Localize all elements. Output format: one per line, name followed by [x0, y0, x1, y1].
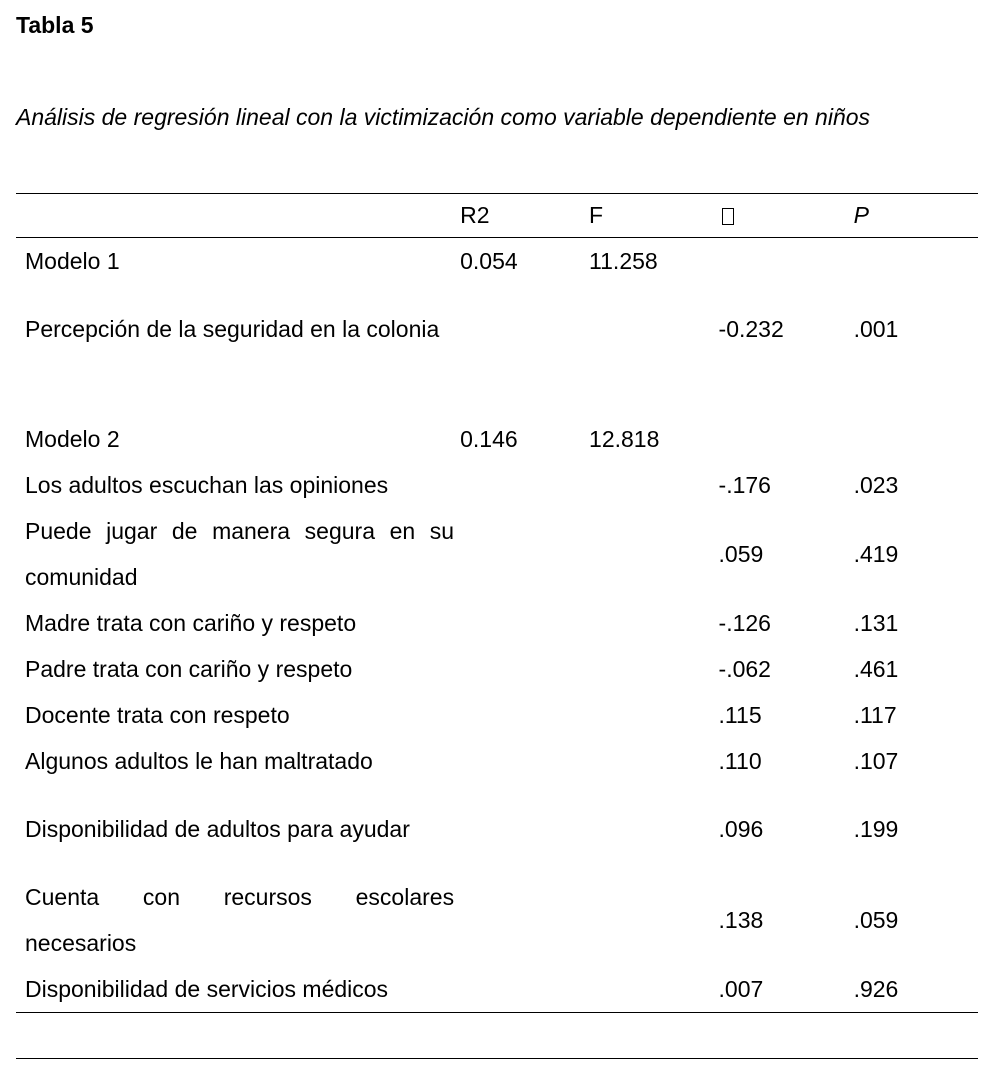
p-cell: .107 — [853, 748, 899, 774]
model1-label: Modelo 1 — [25, 248, 120, 274]
p-cell: .419 — [853, 541, 899, 567]
variable-cell: Puede jugar de manera segura en su comunidad — [25, 518, 455, 590]
model2-p-empty — [850, 416, 978, 462]
p-cell: .461 — [853, 656, 899, 682]
variable-cell: Percepción de la seguridad en la colonia — [25, 316, 440, 342]
model2-label: Modelo 2 — [25, 426, 120, 452]
empty-cell — [585, 874, 715, 966]
empty-cell — [456, 692, 585, 738]
empty-cell — [585, 462, 715, 508]
header-f: F — [585, 194, 715, 238]
empty-cell — [585, 284, 715, 374]
model1-row — [16, 238, 978, 285]
variable-cell: Disponibilidad de adultos para ayudar — [25, 816, 410, 842]
model1-f: 11.258 — [589, 248, 658, 274]
beta-cell: .138 — [718, 907, 764, 933]
spacer-cell — [16, 374, 978, 416]
table-row — [16, 284, 978, 374]
empty-cell — [585, 600, 715, 646]
model1-r2: 0.054 — [460, 248, 518, 274]
missing-glyph-box-icon — [722, 208, 734, 225]
variable-cell: Docente trata con respeto — [25, 702, 290, 728]
table-header — [16, 194, 978, 238]
table-row — [16, 508, 978, 600]
model1-beta-empty — [715, 238, 850, 285]
empty-cell — [456, 966, 585, 1013]
variable-cell: Padre trata con cariño y respeto — [25, 656, 353, 682]
empty-cell — [585, 738, 715, 784]
header-p: P — [850, 194, 978, 238]
header-beta — [715, 194, 850, 238]
beta-cell: -.176 — [718, 472, 771, 498]
p-cell: .059 — [853, 907, 899, 933]
beta-cell: -0.232 — [718, 316, 784, 342]
beta-cell: -.126 — [718, 610, 771, 636]
model2-row — [16, 416, 978, 462]
regression-table — [16, 193, 978, 1059]
table-row — [16, 874, 978, 966]
table-row — [16, 738, 978, 784]
variable-cell: Madre trata con cariño y respeto — [25, 610, 357, 636]
model2-f: 12.818 — [589, 426, 660, 452]
empty-cell — [456, 784, 585, 874]
empty-cell — [585, 784, 715, 874]
table-row — [16, 462, 978, 508]
table-row — [16, 966, 978, 1013]
empty-cell — [456, 646, 585, 692]
empty-cell — [585, 692, 715, 738]
beta-cell: .115 — [718, 702, 762, 728]
spacer-row — [16, 374, 978, 416]
p-cell: .117 — [853, 702, 897, 728]
model1-p-empty — [850, 238, 978, 285]
table-row — [16, 692, 978, 738]
header-r2: R2 — [456, 194, 585, 238]
p-cell: .926 — [850, 966, 978, 1013]
empty-bottom-row — [16, 1013, 978, 1059]
table-row — [16, 646, 978, 692]
beta-cell: .110 — [718, 748, 762, 774]
variable-cell: Los adultos escuchan las opiniones — [25, 472, 389, 498]
empty-cell — [456, 508, 585, 600]
table-row — [16, 784, 978, 874]
p-cell: .131 — [853, 610, 899, 636]
beta-cell: .059 — [718, 541, 764, 567]
table-body — [16, 238, 978, 1059]
model2-beta-empty — [715, 416, 850, 462]
p-cell: .023 — [853, 472, 899, 498]
header-row — [16, 194, 978, 238]
variable-cell: Algunos adultos le han maltratado — [25, 748, 373, 774]
empty-cell — [585, 508, 715, 600]
empty-cell — [456, 600, 585, 646]
empty-cell — [456, 462, 585, 508]
beta-cell: .007 — [715, 966, 850, 1013]
beta-cell: .096 — [718, 816, 764, 842]
table-caption: Análisis de regresión lineal con la victimización como variable dependiente en niños — [16, 104, 871, 130]
p-cell: .001 — [853, 316, 899, 342]
empty-cell — [585, 966, 715, 1013]
header-variable — [16, 194, 456, 238]
empty-cell — [456, 738, 585, 784]
p-cell: .199 — [853, 816, 899, 842]
model2-r2: 0.146 — [460, 426, 518, 452]
empty-cell — [456, 284, 585, 374]
empty-bottom-cell — [16, 1013, 978, 1059]
table-row — [16, 600, 978, 646]
variable-cell: Cuenta con recursos escolares necesarios — [25, 884, 455, 956]
variable-cell: Disponibilidad de servicios médicos — [16, 966, 456, 1013]
table-title: Tabla 5 — [16, 12, 94, 38]
beta-cell: -.062 — [718, 656, 771, 682]
empty-cell — [456, 874, 585, 966]
empty-cell — [585, 646, 715, 692]
